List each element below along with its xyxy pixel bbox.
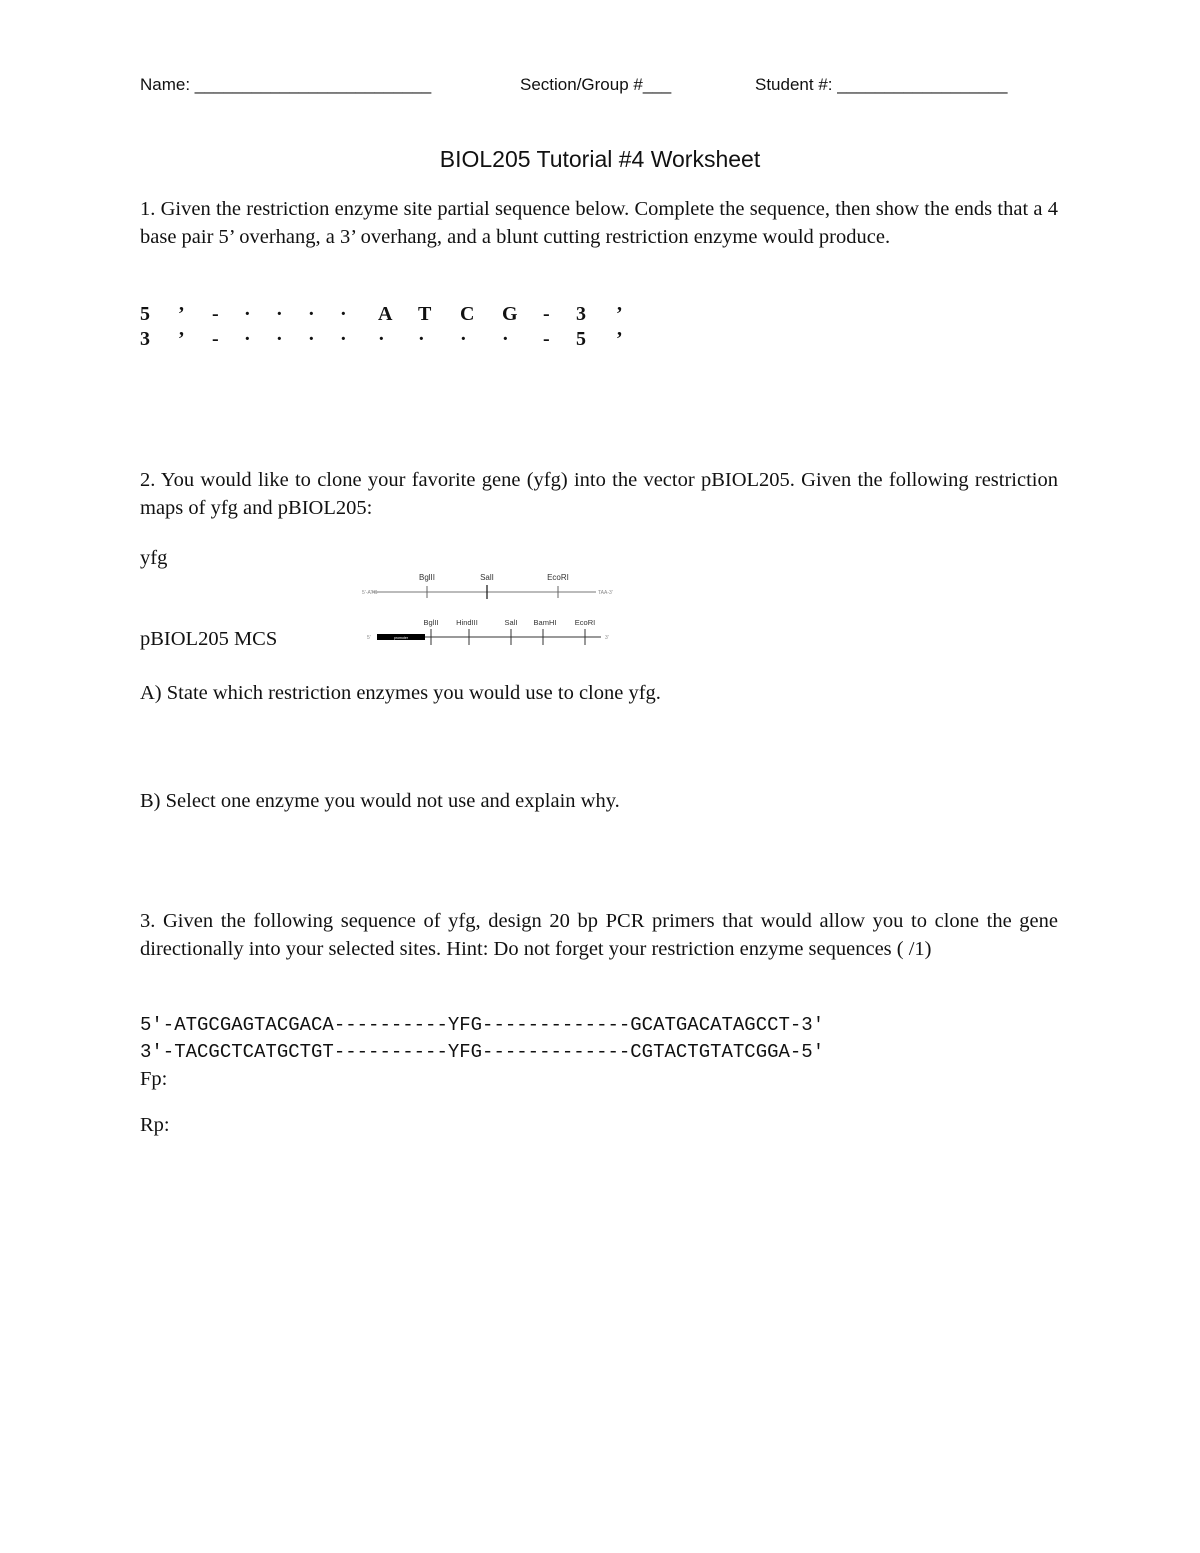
reverse-primer-label: Rp:	[140, 1114, 170, 1136]
seq-char: ’	[178, 328, 185, 350]
seq-char: ·	[378, 328, 385, 350]
name-field-label: Name: _________________________	[140, 75, 432, 94]
question-1-text: 1. Given the restriction enzyme site partial sequence below. Complete the sequence, then show the ends that a 4 base pair 5’ overhang, a 3’ overhang, and a blunt cutting restriction enzyme would produce.	[140, 198, 1058, 248]
seq-char: -	[212, 303, 219, 325]
seq-char: T	[418, 303, 432, 325]
question-2-text: 2. You would like to clone your favorite gene (yfg) into the vector pBIOL205. Given the following restriction maps of yfg and pBIOL205:	[140, 469, 1058, 519]
seq-char: -	[543, 328, 550, 350]
mcs-site-hindiii: HindIII	[456, 618, 478, 627]
seq-char: -	[212, 328, 219, 350]
mcs-site-bamhi: BamHI	[533, 618, 557, 627]
question-2a-text: A) State which restriction enzymes you would use to clone yfg.	[140, 682, 661, 704]
seq-char: 3	[576, 303, 586, 325]
mcs-label: pBIOL205 MCS	[140, 628, 278, 650]
seq-char: ·	[502, 328, 509, 350]
seq-char: ·	[418, 328, 425, 350]
seq-char: ’	[616, 303, 623, 325]
seq-char: ’	[616, 328, 623, 350]
section-group-field-label: Section/Group #___	[520, 75, 672, 94]
mcs-site-ecori: EcoRI	[574, 618, 596, 627]
question-2b-text: B) Select one enzyme you would not use and explain why.	[140, 790, 620, 812]
seq-char: 3	[140, 328, 150, 350]
yfg-sequence-bottom-strand: 3′-TACGCTCATGCTGT----------YFG-------------CGTACTGTATCGGA-5′	[140, 1041, 825, 1063]
yfg-map-right-end: TAA-3’	[598, 590, 613, 596]
seq-char: C	[460, 303, 475, 325]
seq-char: A	[378, 303, 393, 325]
seq-char: -	[543, 303, 550, 325]
seq-char: 5	[576, 328, 586, 350]
seq-char: ’	[178, 303, 185, 325]
yfg-sequence-top-strand: 5′-ATGCGAGTACGACA----------YFG-------------GCATGACATAGCCT-3′	[140, 1014, 825, 1036]
seq-char: ·	[244, 303, 251, 325]
yfg-label: yfg	[140, 547, 168, 569]
promoter-label: promoter	[393, 636, 409, 640]
mcs-map-right-end: 3’	[605, 635, 609, 641]
q1-top-strand	[140, 303, 660, 327]
yfg-map-left-end: 5’-ATG	[362, 590, 378, 596]
seq-char: ·	[308, 328, 315, 350]
seq-char: 5	[140, 303, 150, 325]
seq-char: ·	[276, 303, 283, 325]
question-3-text: 3. Given the following sequence of yfg, design 20 bp PCR primers that would allow you to clone the gene directionally into your selected sites. Hint: Do not forget your restriction enzyme sequences ( /1)	[140, 910, 1058, 960]
mcs-restriction-map	[365, 614, 620, 650]
student-number-field-label: Student #: __________________	[755, 75, 1008, 94]
seq-char: ·	[308, 303, 315, 325]
seq-char: ·	[340, 303, 347, 325]
seq-char: ·	[340, 328, 347, 350]
q1-bottom-strand	[140, 328, 660, 352]
yfg-site-sali: SalI	[480, 573, 494, 582]
mcs-map-left-end: 5’	[367, 635, 371, 641]
mcs-site-sali: SalI	[504, 618, 518, 627]
seq-char: ·	[244, 328, 251, 350]
yfg-site-ecori: EcoRI	[547, 573, 569, 582]
yfg-site-bglii: BglII	[418, 573, 436, 582]
mcs-site-bglii: BglII	[423, 618, 439, 627]
yfg-restriction-map	[360, 566, 620, 606]
seq-char: ·	[460, 328, 467, 350]
seq-char: G	[502, 303, 518, 325]
forward-primer-label: Fp:	[140, 1068, 168, 1090]
page-title: BIOL205 Tutorial #4 Worksheet	[439, 146, 761, 172]
seq-char: ·	[276, 328, 283, 350]
